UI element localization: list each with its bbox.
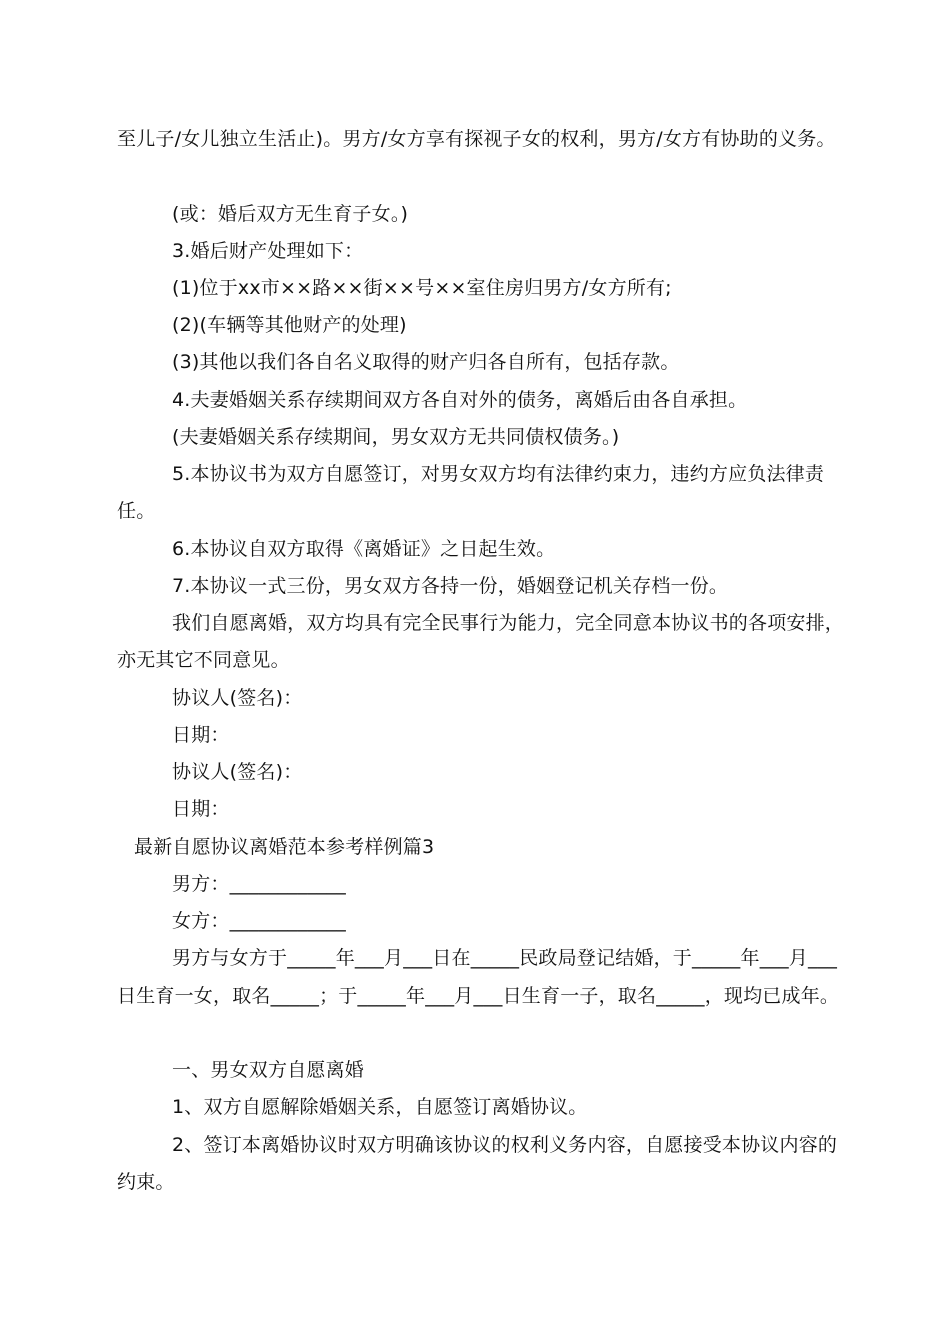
signatory-label-2: 协议人(签名)： — [172, 761, 303, 783]
article-1-item-1: 1、双方自愿解除婚姻关系，自愿签订离婚协议。 — [172, 1096, 588, 1118]
clause-3-item-3: (3)其他以我们各自名义取得的财产归各自所有，包括存款。 — [172, 351, 680, 373]
clause-4: 4.夫妻婚姻关系存续期间双方各自对外的债务，离婚后由各自承担。 — [172, 389, 748, 411]
clause-3-item-1: (1)位于xx市××路××街××号××室住房归男方/女方所有; — [172, 277, 672, 299]
clause-7: 7.本协议一式三份，男女双方各持一份，婚姻登记机关存档一份。 — [172, 575, 729, 597]
husband-field: 男方：____________ — [172, 873, 347, 895]
section-title: 最新自愿协议离婚范本参考样例篇3 — [134, 836, 435, 858]
signatory-label-1: 协议人(签名)： — [172, 687, 303, 709]
wife-field: 女方：____________ — [172, 910, 347, 932]
date-label-1: 日期： — [172, 724, 230, 746]
article-1-item-2-line-1: 2、签订本离婚协议时双方明确该协议的权利义务内容，自愿接受本协议内容的 — [172, 1134, 838, 1156]
paragraph-custody-continued: 至儿子/女儿独立生活止)。男方/女方享有探视子女的权利，男方/女方有协助的义务。 — [117, 128, 836, 150]
clause-6: 6.本协议自双方取得《离婚证》之日起生效。 — [172, 538, 556, 560]
article-1-heading: 一、男女双方自愿离婚 — [172, 1059, 365, 1081]
clause-5-line-1: 5.本协议书为双方自愿签订，对男女双方均有法律约束力，违约方应负法律责 — [172, 463, 825, 485]
marriage-info-line-1: 男方与女方于_____年___月___日在_____民政局登记结婚，于_____年___月___ — [172, 947, 838, 969]
clause-3-item-2: (2)(车辆等其他财产的处理) — [172, 314, 407, 336]
declaration-line-2: 亦无其它不同意见。 — [117, 649, 290, 671]
clause-3-heading: 3.婚后财产处理如下： — [172, 240, 364, 262]
marriage-info-line-2: 日生育一女，取名_____；于_____年___月___日生育一子，取名_____，现均已成年。 — [117, 985, 840, 1007]
article-1-item-2-line-2: 约束。 — [117, 1171, 175, 1193]
declaration-line-1: 我们自愿离婚，双方均具有完全民事行为能力，完全同意本协议书的各项安排， — [172, 612, 845, 634]
date-label-2: 日期： — [172, 798, 230, 820]
clause-5-line-2: 任。 — [117, 500, 156, 522]
paragraph-no-children-note: (或：婚后双方无生育子女。) — [172, 203, 409, 225]
clause-4-note: (夫妻婚姻关系存续期间，男女双方无共同债权债务。) — [172, 426, 620, 448]
